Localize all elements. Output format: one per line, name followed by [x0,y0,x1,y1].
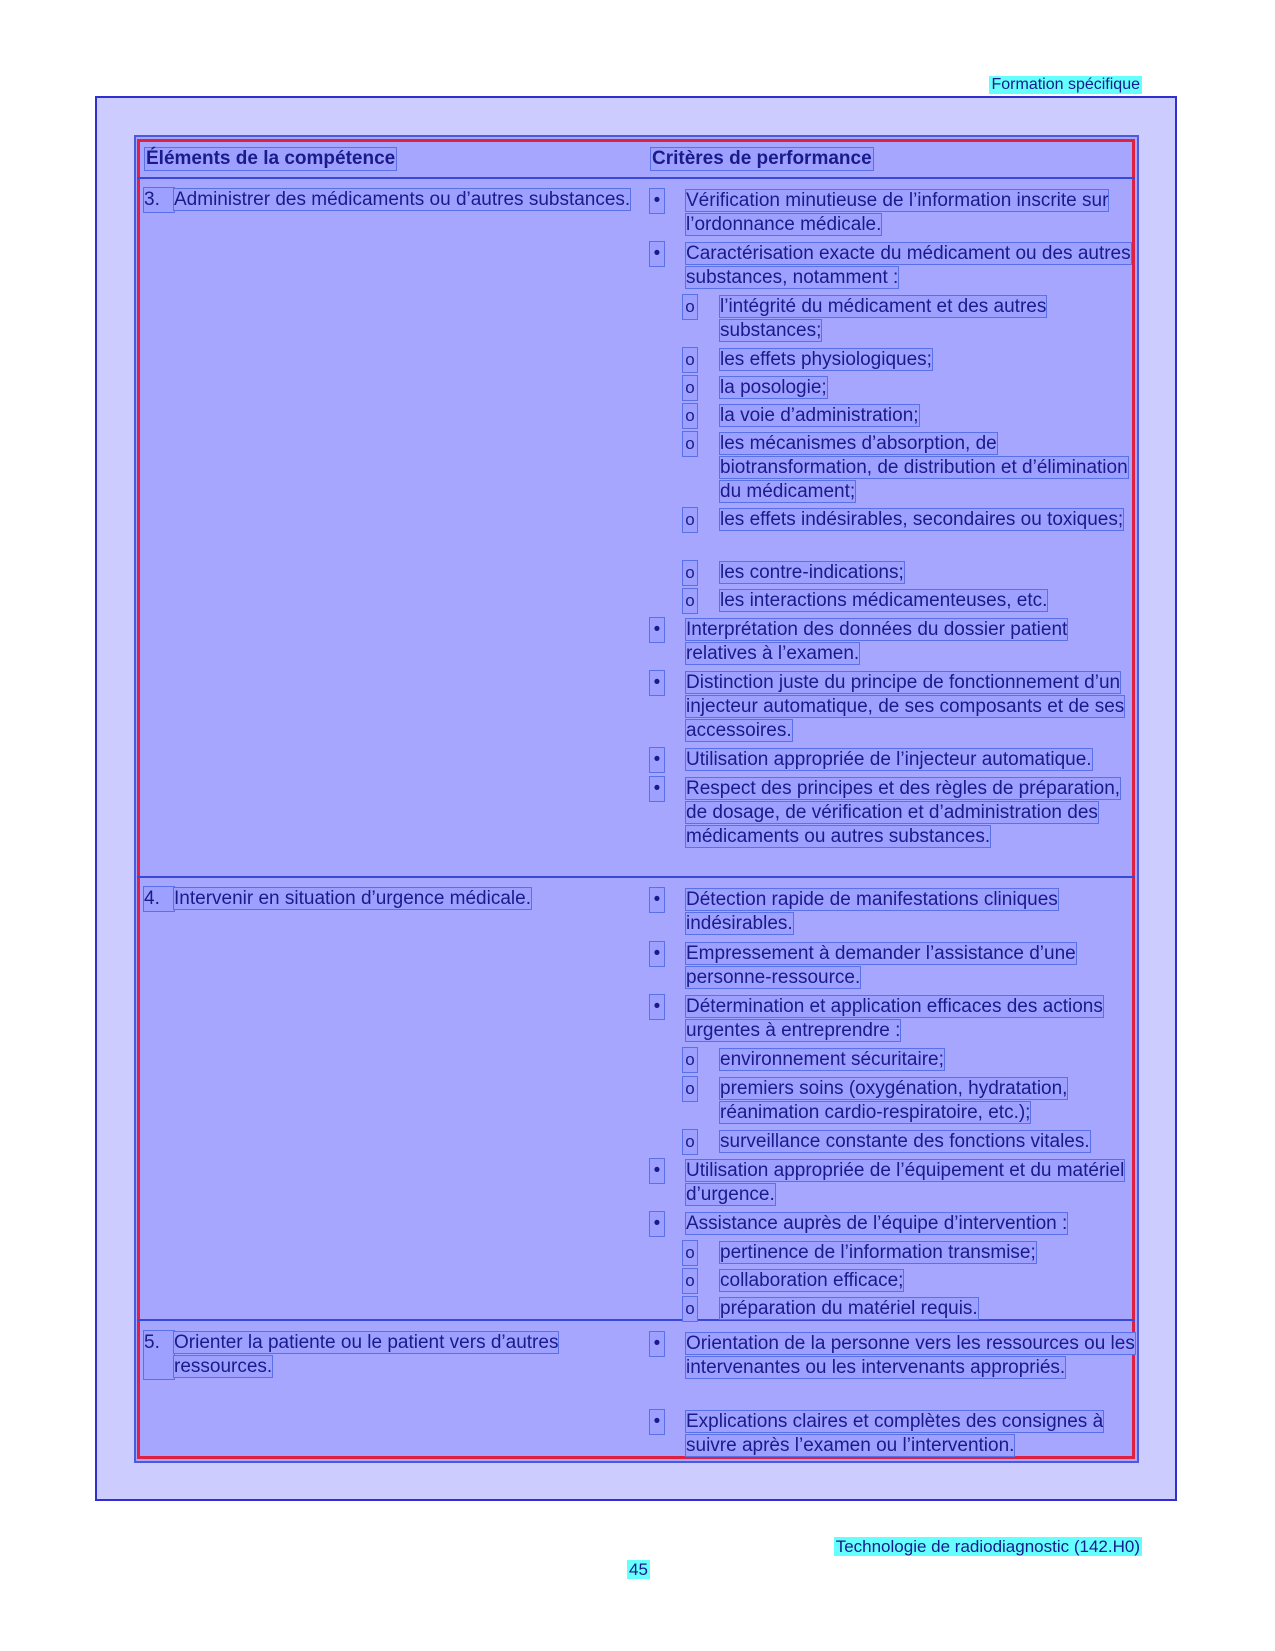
criterion-text: les mécanismes d’absorption, de biotransformation, de distribution et d’élimination du médicament; [720,433,1128,502]
criterion-text: Orientation de la personne vers les ressources ou les intervenantes ou les intervenants appropriés. [686,1333,1135,1378]
element-text: Intervenir en situation d’urgence médicale. [174,888,531,909]
sub-criterion [650,404,1135,428]
criterion [650,995,1135,1043]
criterion-text: pertinence de l’information transmise; [720,1242,1036,1263]
criterion-text: collaboration efficace; [720,1270,904,1291]
sub-criterion [650,1077,1135,1125]
sub-criterion [650,561,1135,585]
column-header-criteria: Critères de performance [652,148,872,169]
criterion [650,1212,1135,1236]
criterion-text: Caractérisation exacte du médicament ou des autres substances, notamment : [686,243,1131,288]
criterion-text: surveillance constante des fonctions vitales. [720,1131,1090,1152]
criterion-text: Assistance auprès de l’équipe d’intervention : [686,1213,1068,1234]
bullet-icon: • [650,942,664,966]
circle-bullet-icon: o [683,1048,697,1072]
header-divider [137,177,1135,179]
bullet-icon: • [650,1410,664,1434]
criterion-text: Utilisation appropriée de l’équipement et du matériel d’urgence. [686,1160,1125,1205]
circle-bullet-icon: o [683,432,697,456]
circle-bullet-icon: o [683,295,697,319]
circle-bullet-icon: o [683,508,697,532]
sub-criterion [650,1130,1135,1154]
criterion-text: environnement sécuritaire; [720,1049,944,1070]
criterion-text: Explications claires et complètes des consignes à suivre après l’examen ou l’intervention. [686,1411,1104,1456]
criterion [650,1159,1135,1207]
bullet-icon: • [650,995,664,1019]
sub-criterion [650,589,1135,613]
bullet-icon: • [650,1332,664,1356]
criterion-text: la voie d’administration; [720,405,919,426]
circle-bullet-icon: o [683,404,697,428]
criterion-text: les contre-indications; [720,562,904,583]
criterion-text: la posologie; [720,377,827,398]
bullet-icon: • [650,242,664,266]
bullet-icon: • [650,189,664,213]
bullet-icon: • [650,671,664,695]
criterion-text: Vérification minutieuse de l’information inscrite sur l’ordonnance médicale. [686,190,1109,235]
criterion [650,1332,1135,1380]
competence-element-5 [144,1331,649,1379]
circle-bullet-icon: o [683,348,697,372]
competence-element-4 [144,887,649,911]
sub-criterion [650,1048,1135,1072]
element-text: Orienter la patiente ou le patient vers d’autres ressources. [174,1332,559,1377]
criterion [650,618,1135,666]
sub-criterion [650,1297,1135,1321]
element-number: 5. [144,1331,174,1379]
criterion-text: les interactions médicamenteuses, etc. [720,590,1048,611]
criterion-text: Distinction juste du principe de fonctionnement d’un injecteur automatique, de ses composants et de ses accessoires. [686,672,1125,741]
criterion [650,671,1135,743]
criterion-text: premiers soins (oxygénation, hydratation, réanimation cardio-respiratoire, etc.); [720,1078,1068,1123]
criterion-text: Détection rapide de manifestations cliniques indésirables. [686,889,1058,934]
bullet-icon: • [650,1212,664,1236]
footer-program: Technologie de radiodiagnostic (142.H0) [835,1537,1140,1556]
sub-criterion [650,1269,1135,1293]
element-text: Administrer des médicaments ou d’autres substances. [174,189,631,210]
header-title: Formation spécifique [991,76,1140,93]
sub-criterion [650,348,1135,372]
criterion [650,1410,1135,1458]
bullet-icon: • [650,888,664,912]
criterion-text: Détermination et application efficaces des actions urgentes à entreprendre : [686,996,1103,1041]
circle-bullet-icon: o [683,1241,697,1265]
circle-bullet-icon: o [683,561,697,585]
criterion [650,942,1135,990]
sub-criterion [650,508,1135,532]
bullet-icon: • [650,748,664,772]
criterion [650,777,1135,849]
bullet-icon: • [650,777,664,801]
criterion-text: les effets indésirables, secondaires ou toxiques; [720,509,1124,530]
bullet-icon: • [650,618,664,642]
circle-bullet-icon: o [683,1297,697,1321]
circle-bullet-icon: o [683,1077,697,1101]
criterion-text: Utilisation appropriée de l’injecteur automatique. [686,749,1092,770]
sub-criterion [650,432,1135,504]
element-number: 3. [144,188,174,212]
circle-bullet-icon: o [683,376,697,400]
sub-criterion [650,1241,1135,1265]
criterion-text: l’intégrité du médicament et des autres substances; [720,296,1047,341]
criterion [650,242,1135,290]
criterion-text: préparation du matériel requis. [720,1298,978,1319]
sub-criterion [650,376,1135,400]
element-number: 4. [144,887,174,911]
column-header-elements: Éléments de la compétence [146,148,396,169]
circle-bullet-icon: o [683,589,697,613]
bullet-icon: • [650,1159,664,1183]
criterion [650,748,1135,772]
criterion-text: Interprétation des données du dossier patient relatives à l’examen. [686,619,1068,664]
criterion [650,888,1135,936]
criterion-text: Empressement à demander l’assistance d’une personne-ressource. [686,943,1076,988]
competence-element-3 [144,188,649,212]
page-number: 45 [629,1560,648,1579]
circle-bullet-icon: o [683,1130,697,1154]
criterion-text: les effets physiologiques; [720,349,932,370]
row-divider [137,876,1135,878]
sub-criterion [650,295,1135,343]
criterion-text: Respect des principes et des règles de préparation, de dosage, de vérification et d’administration des médicaments ou autres substances. [686,778,1121,847]
circle-bullet-icon: o [683,1269,697,1293]
criterion [650,189,1135,237]
